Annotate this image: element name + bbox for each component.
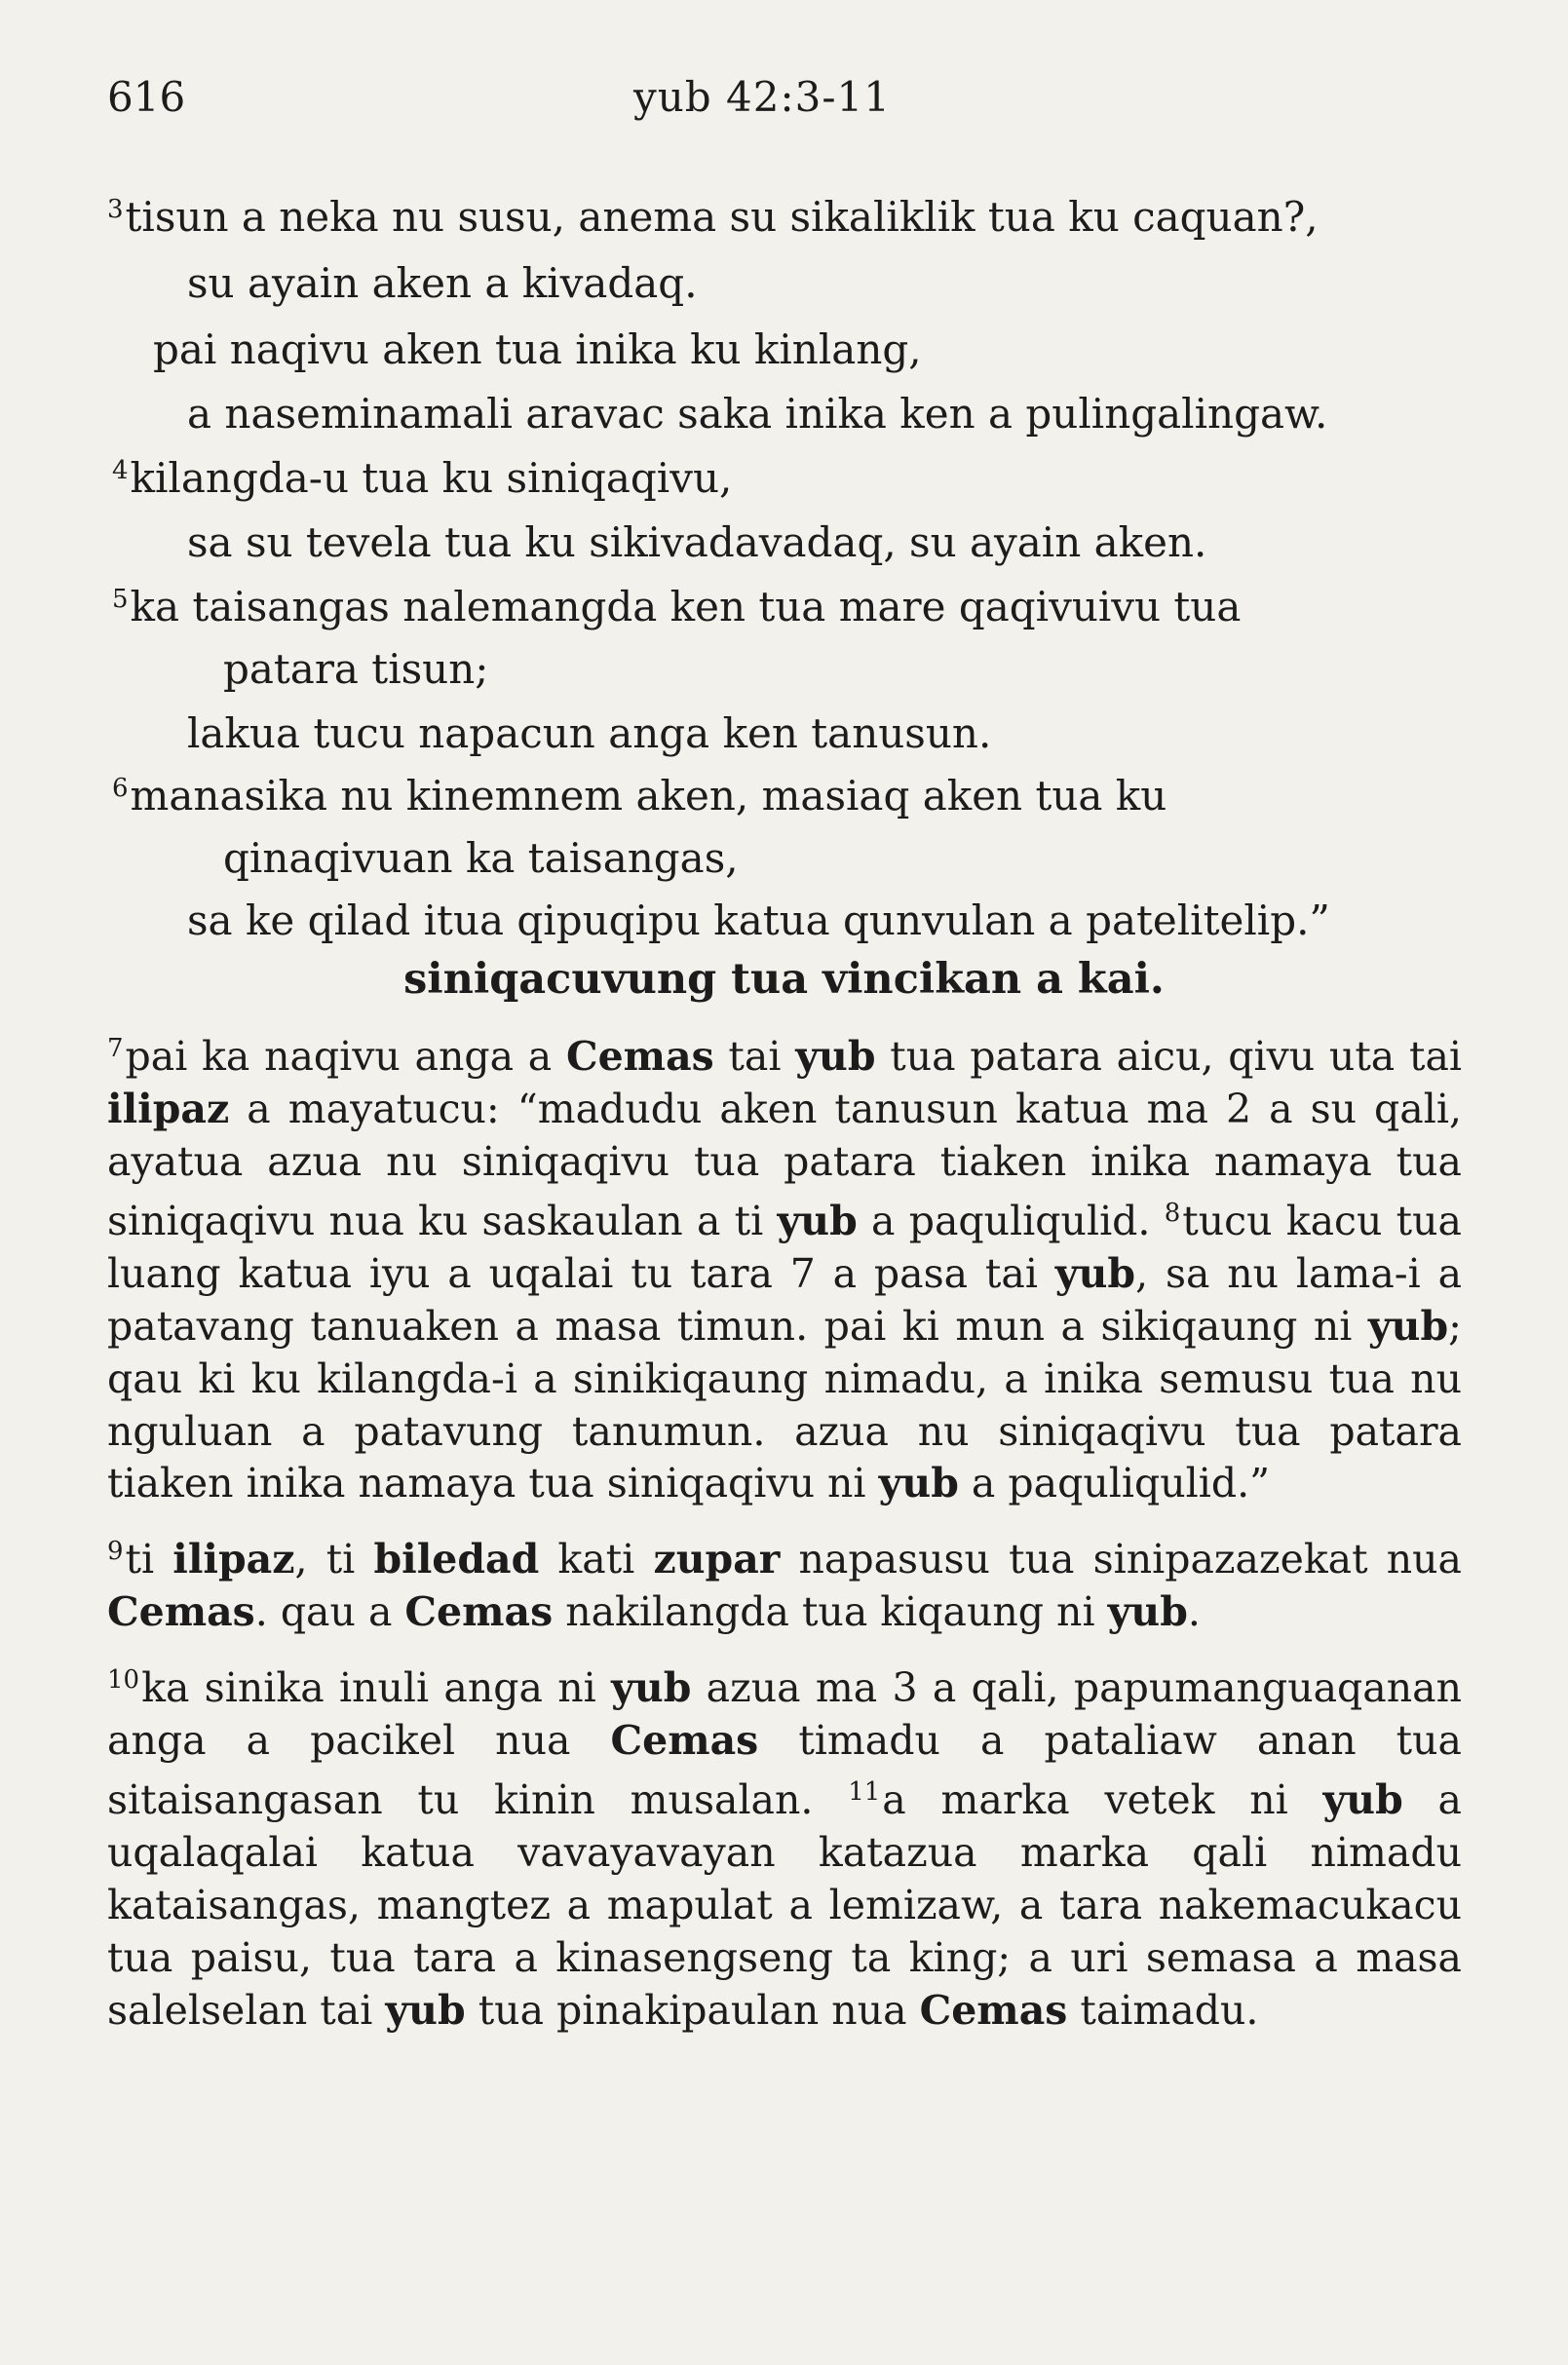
name-cemas: Cemas [404,1587,554,1635]
poem-line [221,834,739,882]
text-run: tua pinakipaulan nua [465,1986,920,2034]
text-run: a paquliqulid.” [958,1460,1271,1507]
name-yub: yub [1367,1302,1449,1350]
prose-block [107,1023,1462,2052]
name-yub: yub [1107,1587,1188,1635]
name-yub: yub [777,1198,858,1245]
poem-line-text: patara tisun; [223,645,489,693]
paragraph-verses-10-11 [107,1655,1462,2038]
text-run: a uqalaqalai katua vavayavayan katazua marka qali nimadu kataisangas, mangtez a mapulat a lemizaw, a tara nakemacukacu tua paisu, tua tara a kinasengseng ta king; a uri semasa a masa salelselan tai [107,1776,1462,2034]
text-run: . [1187,1587,1201,1635]
name-biledad: biledad [373,1536,540,1583]
section-heading: siniqacuvung tua vincikan a kai. [403,955,1165,1004]
name-cemas: Cemas [107,1587,255,1635]
poem-line-text: tisun a neka nu susu, anema su sikaliklik tua ku caquan?, [125,193,1319,241]
text-run: ti [125,1536,173,1583]
running-title: yub 42:3-11 [633,73,891,121]
text-run: kati [539,1536,654,1583]
verse-number: 4 [112,456,129,485]
poem-line [112,772,1166,820]
text-run: . qau a [254,1587,405,1635]
name-yub: yub [795,1033,876,1080]
poem-line-text: ka taisangas nalemangda ken tua mare qaqivuivu tua [130,583,1242,630]
poem-line [151,325,922,373]
text-run: tua patara aicu, qivu uta tai [875,1033,1462,1080]
poem-line [185,518,1206,566]
poem-line [185,896,1330,944]
text-run: napasusu tua sinipazazekat nua [780,1536,1462,1583]
verse-number: 3 [107,195,124,224]
verse-number: 9 [107,1537,124,1567]
page-number: 616 [107,73,186,121]
name-yub: yub [878,1460,959,1507]
text-run: ka sinika inuli anga ni [141,1663,612,1711]
name-yub: yub [385,1986,466,2034]
text-run: , sa nu lama-i a patavang tanuaken a masa timun. pai ki mun a sikiqaung ni [107,1250,1463,1350]
text-run: tucu kacu tua luang katua iyu a uqalai tu tara 7 a pasa tai [107,1198,1462,1298]
page-header [107,73,1461,132]
poem-line-text: sa ke qilad itua qipuqipu katua qunvulan a patelitelip.” [187,896,1330,944]
name-cemas: Cemas [919,1986,1068,2034]
name-cemas: Cemas [610,1716,759,1764]
poem-line-text: manasika nu kinemnem aken, masiaq aken tua ku [130,772,1167,820]
paragraph-verse-9 [107,1526,1462,1639]
text-run: tai [713,1033,796,1080]
text-run: azua ma 3 a qali, papumanguaqanan anga a pacikel nua [107,1663,1462,1764]
poem-line-text: lakua tucu napacun anga ken tanusun. [187,709,992,757]
poem-line-text: kilangda-u tua ku siniqaqivu, [130,454,733,502]
verse-number: 7 [107,1034,124,1063]
poem-line-text: sa su tevela tua ku sikivadavadaq, su ayain aken. [187,518,1207,566]
verse-number: 8 [1164,1199,1181,1229]
verse-number: 5 [112,585,129,614]
text-run: pai ka naqivu anga a [125,1033,566,1080]
paragraph-verses-7-8 [107,1023,1462,1510]
verse-number: 11 [848,1777,881,1808]
poem-line [112,583,1241,630]
name-yub: yub [1322,1776,1403,1824]
name-ilipaz: ilipaz [172,1536,295,1583]
poem-line [185,709,991,757]
verse-number: 6 [112,774,129,803]
poem-line-text: a naseminamali aravac saka inika ken a pulingalingaw. [187,390,1328,438]
name-yub: yub [1054,1250,1136,1298]
poem-line [185,259,698,307]
poem-line [185,390,1327,438]
text-run: a marka vetek ni [882,1776,1323,1824]
name-zupar: zupar [653,1536,781,1583]
verse-number: 10 [107,1664,140,1695]
poem-line-text: qinaqivuan ka taisangas, [223,834,739,882]
text-run: ; qau ki ku kilangda-i a sinikiqaung nimadu, a inika semusu tua nu nguluan a patavung tanumun. azua nu siniqaqivu tua patara tiaken inika namaya tua siniqaqivu ni [107,1302,1462,1507]
poem-line [112,454,732,502]
poem-line-text: su ayain aken a kivadaq. [187,259,698,307]
name-ilipaz: ilipaz [107,1085,230,1132]
text-run: a mayatucu: “madudu aken tanusun katua ma 2 a su qali, ayatua azua nu siniqaqivu tua patara tiaken inika namaya tua siniqaqivu nua ku saskaulan a ti [107,1085,1462,1245]
text-run: nakilangda tua kiqaung ni [553,1587,1108,1635]
poem-line [107,193,1319,241]
poem-line-text: pai naqivu aken tua inika ku kinlang, [153,325,922,373]
text-run: a paquliqulid. [857,1198,1165,1245]
text-run: taimadu. [1067,1986,1259,2034]
text-run: , ti [294,1536,374,1583]
name-yub: yub [611,1663,692,1711]
poem-line [221,645,488,693]
text-run: timadu a pataliaw anan tua sitaisangasan tu kinin musalan. [107,1716,1462,1824]
name-cemas: Cemas [565,1033,714,1080]
